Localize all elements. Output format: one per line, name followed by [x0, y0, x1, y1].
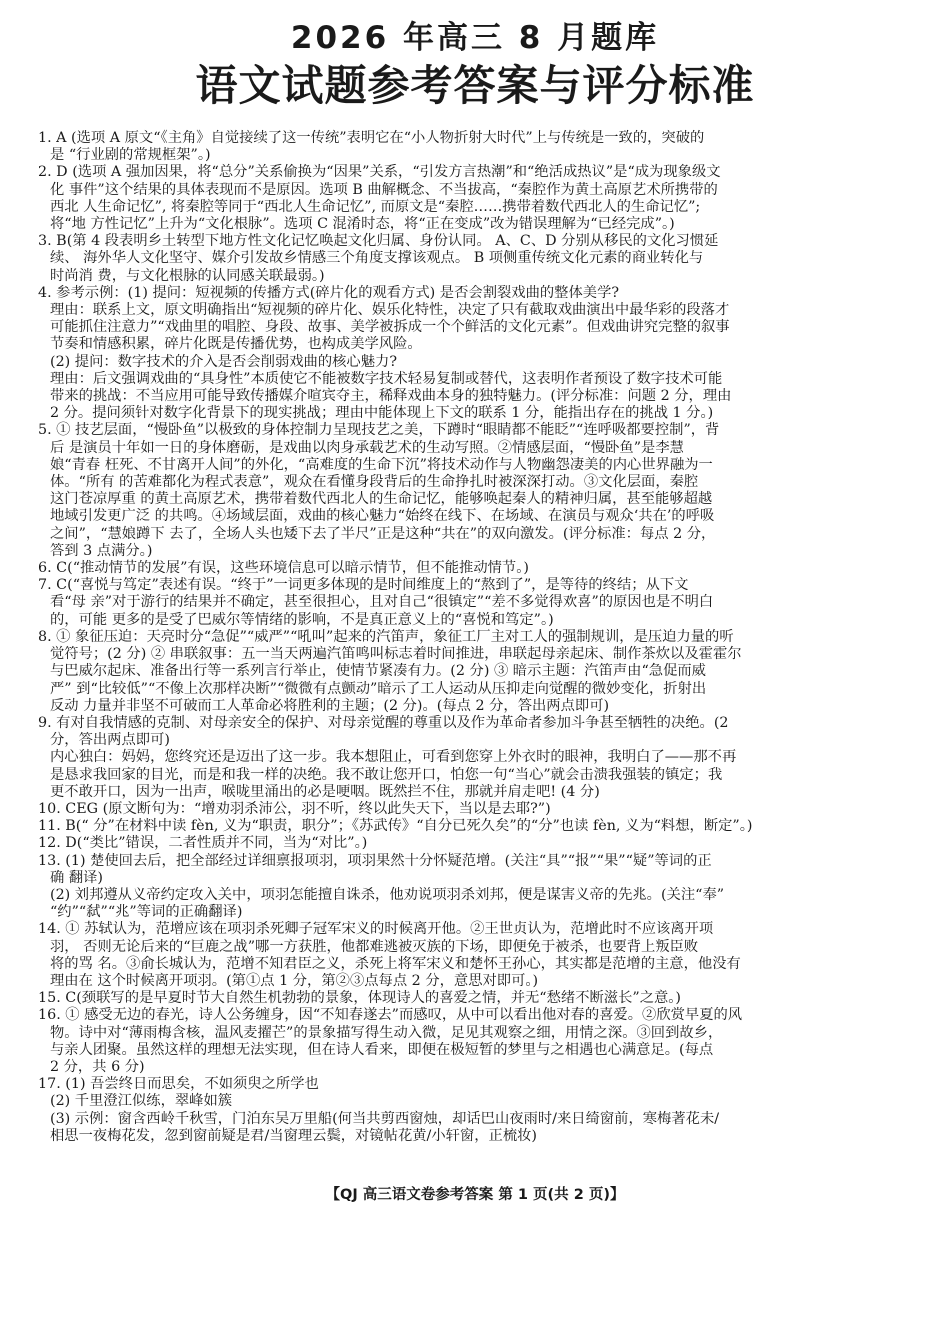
answer-item: [38, 164, 910, 233]
answer-line: 理由：后文强调戏曲的“具身性”本质使它不能被数字技术轻易复制或替代，这表明作者预设了数字技术可能: [50, 370, 723, 387]
answer-line: (3) 示例：窗含西岭千秋雪，门泊东吴万里船(何当共剪西窗烛，却话巴山夜雨时/来日绮窗前，寒梅著花未/: [50, 1110, 720, 1127]
answer-line: (2) 刘邦遵从义帝约定攻入关中，项羽怎能擅自诛杀，他劝说项羽杀刘邦，便是谋害义帝的先兆。(关注“奉”: [50, 886, 725, 903]
answer-line: 更不敢开口，因为一出声，喉咙里涌出的必是哽咽。既然拦不住，那就并肩走吧! (4 分): [50, 783, 600, 800]
answer-line: 相思一夜梅花发，忽到窗前疑是君/当窗理云鬓，对镜帖花黄/小轩窗，正梳妆): [50, 1127, 538, 1144]
answer-line: 地域引发更广泛 的共鸣。④场域层面，戏曲的核心魅力“始终在线下、在场域、在演员与观众‘共在’的呼吸: [50, 508, 715, 525]
answer-line: 后 是演员十年如一日的身体磨砺，是戏曲以肉身承载艺术的生动写照。②情感层面，“慢卧鱼”是李慧: [50, 439, 684, 456]
answer-item: [38, 560, 910, 577]
answer-item: [38, 835, 910, 852]
answer-item: [38, 990, 910, 1007]
answer-line: 是恳求我回家的目光，而是和我一样的决绝。我不敢让您开口，怕您一句“当心”就会击溃我强装的镇定；我: [50, 766, 723, 783]
answer-line: 分，答出两点即可): [50, 732, 170, 749]
answer-line: 看“母 亲”对于游行的结果并不确定，甚至很担心，且对自己“很镇定”“差不多觉得欢喜”的原因也是不明白: [50, 594, 714, 611]
answer-line: 觉符号；(2 分) ② 串联叙事：五一当天两遍汽笛鸣叫标志着时间推进，串联起母亲起床、制作茶炊以及霍霍尔: [50, 646, 742, 663]
answer-item: [38, 577, 910, 629]
answer-line: 13. (1) 楚使回去后，把全部经过详细禀报项羽，项羽果然十分怀疑范增。(关注“具”“报”“果”“疑”等词的正: [38, 852, 712, 869]
answer-item: [38, 285, 910, 423]
answer-item: [38, 921, 910, 990]
answer-line: 将“地 方性记忆”上升为“文化根脉”。选项 C 混淆时态，将“正在变成”改为错误理解为“已经完成”。): [50, 216, 675, 233]
exam-bank-title: 2026 年高三 8 月题库: [290, 20, 660, 56]
answer-line: 续、 海外华人文化坚守、媒介引发故乡情感三个角度支撑该观点。 B 项侧重传统文化元素的商业转化与: [50, 250, 704, 267]
answer-line: 理由在 这个时候离开项羽。(第①点 1 分，第②③点每点 2 分，意思对即可。): [50, 972, 539, 989]
answer-item: [38, 1076, 910, 1145]
answer-line: 3. B(第 4 段表明乡土转型下地方性文化记忆唤起文化归属、身份认同。 A、C、D 分别从移民的文化习惯延: [38, 233, 719, 250]
answer-line: (2) 提问：数字技术的介入是否会削弱戏曲的核心魅力?: [50, 353, 397, 370]
answer-line: 是 “行业剧的常规框架”。): [50, 147, 211, 164]
answer-line: 8. ① 象征压迫：天亮时分“急促”“威严”“吼叫”起来的汽笛声，象征工厂主对工人的强制规训，是压迫力量的听: [38, 628, 734, 645]
answer-line: “约”“弑”“兆”等词的正确翻译): [50, 904, 243, 921]
answer-line: 体。“所有 的苦难都化为程式表意”，观众在看懂身段背后的生命挣扎时被深深打动。③文化层面，秦腔: [50, 474, 699, 491]
answer-item: [38, 801, 910, 818]
answer-line: 娘“青春 枉死、不甘离开人间”的外化，“高难度的生命下沉”将技术动作与人物幽怨凄美的内心世界融为一: [50, 456, 713, 473]
answer-line: 可能抓住注意力”“戏曲里的唱腔、身段、故事、美学被拆成一个个鲜活的文化元素”。但戏曲讲究完整的叙事: [50, 319, 730, 336]
answer-line: 内心独白：妈妈，您终究还是迈出了这一步。我本想阻止，可看到您穿上外衣时的眼神，我明白了——那不再: [50, 749, 737, 766]
answer-line: 16. ① 感受无边的春光，诗人公务缠身，因“不知春遂去”而感叹，从中可以看出他对春的喜爱。②欣赏早夏的风: [38, 1007, 743, 1024]
answer-line: 确 翻译): [50, 869, 104, 886]
answer-line: 西北 人生命记忆”, 将秦腔等同于“西北人生命记忆”, 而原文是“秦腔……携带着数代西北人的生命记忆”;: [50, 198, 701, 215]
answer-line: 10. CEG (原文断句为：“增劝羽杀沛公，羽不听，终以此失天下，当以是去耶?”): [38, 800, 551, 817]
answer-line: 14. ① 苏轼认为，范增应该在项羽杀死卿子冠军宋义的时候离开他。②王世贞认为，范增此时不应该离开项: [38, 921, 714, 938]
answer-item: [38, 715, 910, 801]
answer-line: 时尚消 费，与文化根脉的认同感关联最弱。): [50, 267, 325, 284]
answer-line: 答到 3 点满分。): [50, 542, 153, 559]
answer-line: 2. D (选项 A 强加因果，将“总分”关系偷换为“因果”关系，“引发方言热潮”和“绝活成热议”是“成为现象级文: [38, 164, 721, 181]
answer-line: 严” 到“比较低”“不像上次那样决断”“微微有点颤动”暗示了工人运动从压抑走向觉醒的微妙变化，折射出: [50, 680, 707, 697]
answer-item: [38, 853, 910, 922]
answer-line: 4. 参考示例：(1) 提问：短视频的传播方式(碎片化的观看方式) 是否会割裂戏曲的整体美学?: [38, 284, 620, 301]
answer-line: 15. C(颈联写的是早夏时节大自然生机勃勃的景象，体现诗人的喜爱之情，并无“愁绪不断滋长”之意。): [38, 990, 682, 1007]
answer-line: 与亲人团聚。虽然这样的理想无法实现，但在诗人看来，即便在极短暂的梦里与之相遇也心满意足。(每点: [50, 1041, 714, 1058]
answer-item: [38, 422, 910, 560]
answer-line: 羽， 否则无论后来的“巨鹿之战”哪一方获胜，他都难逃被灭族的下场，即便免于被杀，也要背上叛臣败: [50, 938, 699, 955]
answer-line: 1. A (选项 A 原文“《主角》自觉接续了这一传统”表明它在“小人物折射大时代”上与传统是一致的，突破的: [38, 130, 705, 146]
answer-line: 2 分。提问须针对数字化背景下的现实挑战；理由中能体现上下文的联系 1 分，能指出存在的挑战 1 分。): [50, 405, 714, 422]
page-footer: 【QJ 高三语文卷参考答案 第 1 页(共 2 页)】: [325, 1187, 625, 1203]
answer-line: 的，可能 更多的是受了巴威尔等情绪的影响，不是真正意义上的“喜悦和笃定”。): [50, 611, 554, 628]
answer-line: 17. (1) 吾尝终日而思矣，不如须臾之所学也: [38, 1076, 319, 1093]
answer-line: 反动 力量并非坚不可破而工人革命必将胜利的主题；(2 分)。(每点 2 分，答出两点即可): [50, 697, 610, 714]
answer-list: [38, 130, 910, 1145]
answer-item: [38, 1007, 910, 1076]
answer-line: 12. D(“类比”错误，二者性质并不同，当为“对比”。): [38, 835, 368, 852]
answer-line: 之间”，“慧娘蹲下 去了，全场人头也矮下去了半尺”正是这种“共在”的双向激发。(评分标准：每点 2 分，: [50, 525, 716, 542]
answer-item: [38, 818, 910, 835]
answer-line: 6. C(“推动情节的发展”有误，这些环境信息可以暗示情节，但不能推动情节。): [38, 560, 529, 577]
answer-line: 物。诗中对“薄雨梅含核，温风麦擢芒”的景象描写得生动入微，足见其观察之细，用情之深。③回到故乡，: [50, 1024, 723, 1041]
answer-line: 节奏和情感积累，碎片化既是传播优势，也构成美学风险。: [50, 336, 422, 353]
answer-line: 带来的挑战：不当应用可能导致传播媒介喧宾夺主，稀释戏曲本身的独特魅力。(评分标准：问题 2 分，理由: [50, 388, 732, 405]
answer-line: 9. 有对自我情感的克制、对母亲安全的保护、对母亲觉醒的尊重以及作为革命者参加斗争甚至牺牲的决绝。(2: [38, 714, 729, 731]
answer-item: [38, 233, 910, 285]
answer-key-title: 语文试题参考答案与评分标准: [195, 61, 755, 110]
answer-line: 理由：联系上文，原文明确指出“短视频的碎片化、娱乐化特性，决定了只有截取戏曲演出中最华彩的段落才: [50, 302, 730, 319]
answer-line: 7. C(“喜悦与笃定”表述有误。“终于”一词更多体现的是时间维度上的“熬到了”，是等待的终结；从下文: [38, 577, 689, 594]
answer-line: 化 事件”这个结果的具体表现而不是原因。选项 B 曲解概念、不当拔高，“秦腔作为黄土高原艺术所携带的: [50, 181, 718, 198]
answer-line: 11. B(“ 分”在材料中读 fèn, 义为“职责，职分”；《苏武传》“自分已死久矣”的“分”也读 fèn, 义为“料想，断定”。): [38, 818, 753, 835]
answer-item: [38, 629, 910, 715]
answer-line: 将的骂 名。③俞长城认为，范增不知君臣之义，杀死上将军宋义和楚怀王孙心，其实都是范增的主意，他没有: [50, 955, 741, 972]
answer-line: 与巴威尔起床、准备出行等一系列言行举止，使情节紧凑有力。(2 分) ③ 暗示主题：汽笛声由“急促而威: [50, 663, 706, 680]
answer-line: (2) 千里澄江似练，翠峰如簇: [50, 1093, 233, 1110]
answer-line: 5. ① 技艺层面，“慢卧鱼”以极致的身体控制力呈现技艺之美，下蹲时“眼睛都不能眨”“连呼吸都要控制”，背: [38, 422, 720, 439]
answer-item: [38, 130, 910, 164]
answer-line: 2 分，共 6 分): [50, 1058, 145, 1075]
answer-line: 这门苍凉厚重 的黄土高原艺术，携带着数代西北人的生命记忆，能够唤起秦人的精神归属，甚至能够超越: [50, 491, 713, 508]
